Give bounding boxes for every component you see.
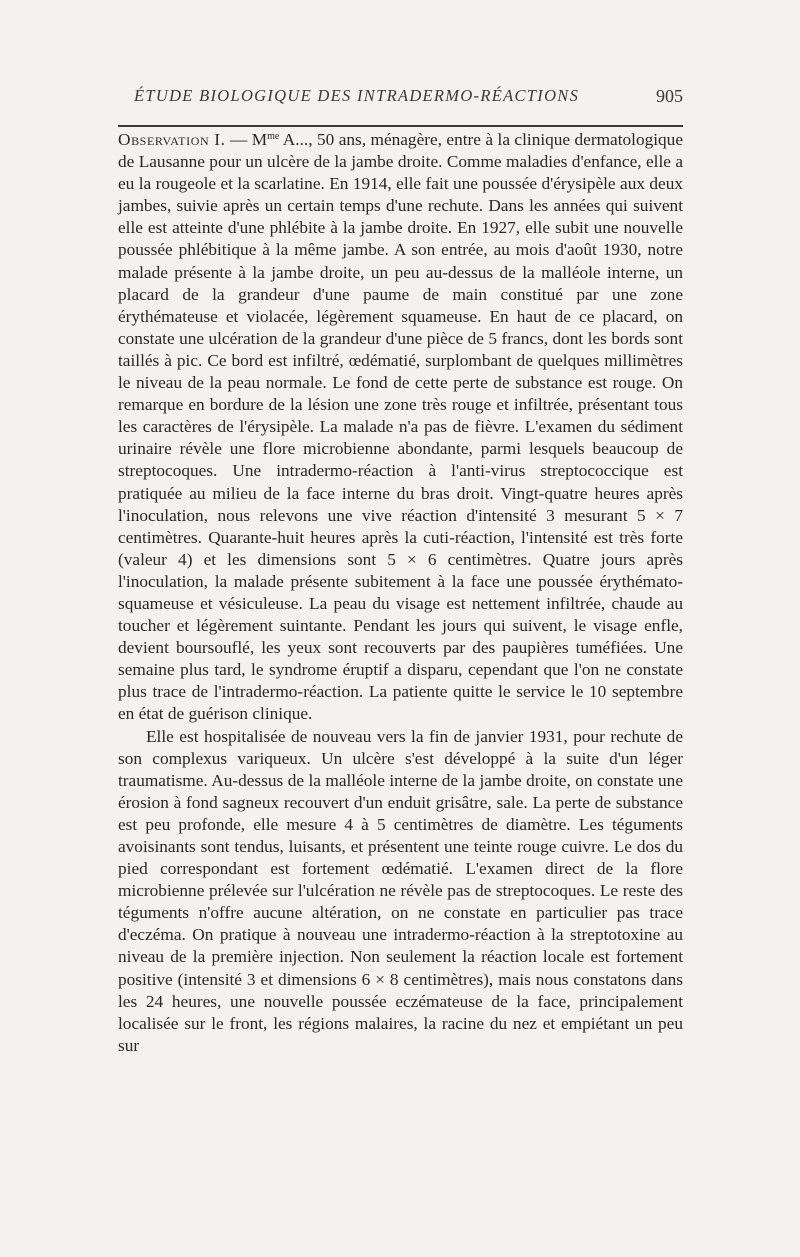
observation-label: Observation I. [118, 130, 226, 149]
running-title: ÉTUDE BIOLOGIQUE DES INTRADERMO-RÉACTIONS [134, 86, 580, 105]
observation-dash-name: — M [225, 130, 268, 149]
page-number: 905 [656, 86, 683, 106]
title-superscript: me [267, 131, 280, 142]
paragraph-observation-2: Elle est hospitalisée de nouveau vers la fin de janvier 1931, pour rechute de son complexus variqueux. Un ulcère s'est développé à la suite d'un léger traumatisme. Au-dessus de la malléole interne de la jambe droite, on constate une érosion à fond sagneux recouvert d'un enduit grisâtre, sale. La perte de substance est peu profonde, elle mesure 4 à 5 centimètres de diamètre. Les téguments avoisinants sont tendus, luisants, et présentent une teinte rouge cuivre. Le dos du pied correspondant est fortement œdématié. L'examen direct de la flore microbienne prélevée sur l'ulcération ne révèle pas de streptocoques. Le reste des téguments n'offre aucune altération, on ne constate en particulier pas trace d'eczéma. On pratique à nouveau une intradermo-réaction à la streptotoxine au niveau de la première injection. Non seulement la réaction locale est fortement positive (intensité 3 et dimensions 6 × 8 centimètres), mais nous constatons dans les 24 heures, une nouvelle poussée eczémateuse de la face, principalement localisée sur le front, les régions malaires, la racine du nez et empiétant un peu sur [118, 726, 683, 1055]
running-head [118, 86, 683, 112]
header-rule [118, 125, 683, 127]
paragraph-1-text: A..., 50 ans, ménagère, entre à la clinique dermatologique de Lausanne pour un ulcère de la jambe droite. Comme maladies d'enfance, elle a eu la rougeole et la scarlatine. En 1914, elle fait une poussée d'érysipèle aux deux jambes, suivie après un certain temps d'une rechute. Dans les années qui suivent elle est atteinte d'une phlébite à la jambe droite. En 1927, elle subit une nouvelle poussée phlébitique à la même jambe. A son entrée, au mois d'août 1930, notre malade présente à la jambe droite, un peu au-dessus de la malléole interne, un placard de la grandeur d'une paume de main constitué par une zone érythémateuse et violacée, légèrement squameuse. En haut de ce placard, on constate une ulcération de la grandeur d'une pièce de 5 francs, dont les bords sont taillés à pic. Ce bord est infiltré, œdématié, surplombant de quelques millimètres le niveau de la peau normale. Le fond de cette perte de substance est rouge. On remarque en bordure de la lésion une zone très rouge et infiltrée, présentant tous les caractères de l'érysipèle. La malade n'a pas de fièvre. L'examen du sédiment urinaire révèle une flore microbienne abondante, parmi lesquels beaucoup de streptocoques. Une intradermo-réaction à l'anti-virus streptococcique est pratiquée au milieu de la face interne du bras droit. Vingt-quatre heures après l'inoculation, nous relevons une vive réaction d'intensité 3 mesurant 5 × 7 centimètres. Quarante-huit heures après la cuti-réaction, l'intensité est très forte (valeur 4) et les dimensions sont 5 × 6 centimètres. Quatre jours après l'inoculation, la malade présente subitement à la face une poussée érythémato-squameuse et vésiculeuse. La peau du visage est nettement infiltrée, chaude au toucher et légèrement suintante. Pendant les jours qui suivent, le visage enfle, devient boursouflé, les yeux sont recouverts par des paupières tuméfiées. Une semaine plus tard, le syndrome éruptif a disparu, cependant que l'on ne constate plus trace de l'intradermo-réaction. La patiente quitte le service le 10 septembre en état de guérison clinique. [118, 130, 683, 724]
body-text [118, 129, 683, 1057]
paragraph-observation-1 [118, 129, 683, 726]
